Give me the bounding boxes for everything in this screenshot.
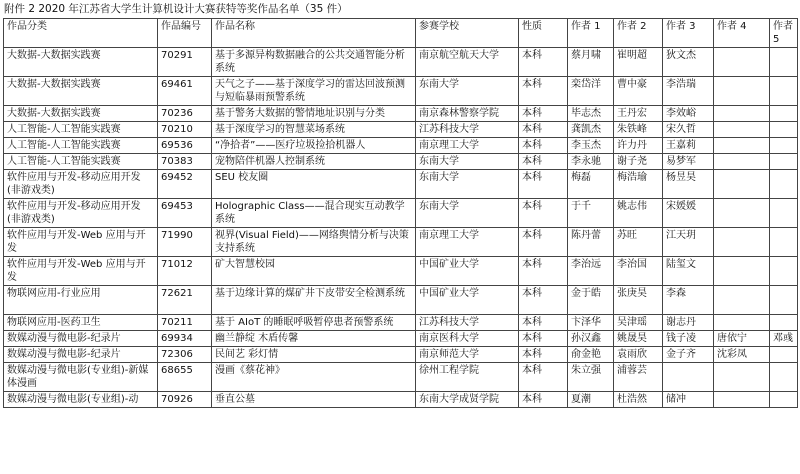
cell-category: 软件应用与开发-移动应用开发(非游戏类) bbox=[4, 199, 158, 228]
table-row bbox=[4, 170, 798, 199]
header-work-name: 作品名称 bbox=[212, 19, 416, 48]
cell-author-1: 李玉杰 bbox=[568, 138, 614, 154]
cell-author-1: 朱立强 bbox=[568, 363, 614, 392]
cell-school: 江苏科技大学 bbox=[416, 315, 519, 331]
page-title: 附件 2 2020 年江苏省大学生计算机设计大赛获特等奖作品名单（35 件） bbox=[4, 3, 348, 15]
cell-work-name: 矿大智慧校园 bbox=[212, 257, 416, 286]
cell-work-name: 视界(Visual Field)——网络舆情分析与决策支持系统 bbox=[212, 228, 416, 257]
cell-author-4 bbox=[714, 122, 770, 138]
cell-id: 71012 bbox=[158, 257, 212, 286]
cell-author-5 bbox=[770, 138, 798, 154]
cell-author-5 bbox=[770, 106, 798, 122]
cell-author-5 bbox=[770, 347, 798, 363]
cell-category: 人工智能-人工智能实践赛 bbox=[4, 122, 158, 138]
cell-school: 南京森林警察学院 bbox=[416, 106, 519, 122]
cell-author-1: 毕志杰 bbox=[568, 106, 614, 122]
table-row bbox=[4, 315, 798, 331]
cell-work-name: 天气之子——基于深度学习的雷达回波预测与短临暴雨预警系统 bbox=[212, 77, 416, 106]
header-row bbox=[4, 19, 798, 48]
cell-school: 南京师范大学 bbox=[416, 347, 519, 363]
header-school: 参赛学校 bbox=[416, 19, 519, 48]
cell-author-3: 李效峪 bbox=[663, 106, 714, 122]
cell-author-2: 许力丹 bbox=[614, 138, 663, 154]
header-author-2: 作者 2 bbox=[614, 19, 663, 48]
cell-type: 本科 bbox=[519, 122, 568, 138]
cell-id: 69453 bbox=[158, 199, 212, 228]
cell-author-2: 曹中豪 bbox=[614, 77, 663, 106]
cell-author-2: 姚晟昊 bbox=[614, 331, 663, 347]
cell-id: 70383 bbox=[158, 154, 212, 170]
header-type: 性质 bbox=[519, 19, 568, 48]
cell-school: 东南大学 bbox=[416, 77, 519, 106]
cell-author-3: 陆玺文 bbox=[663, 257, 714, 286]
cell-school: 东南大学成贤学院 bbox=[416, 392, 519, 408]
cell-author-4 bbox=[714, 228, 770, 257]
cell-author-3: 储冲 bbox=[663, 392, 714, 408]
cell-author-2: 杜浩然 bbox=[614, 392, 663, 408]
cell-id: 68655 bbox=[158, 363, 212, 392]
cell-author-5 bbox=[770, 392, 798, 408]
cell-author-4 bbox=[714, 257, 770, 286]
cell-school: 江苏科技大学 bbox=[416, 122, 519, 138]
table-row bbox=[4, 199, 798, 228]
table-row bbox=[4, 106, 798, 122]
cell-work-name: 宠物陪伴机器人控制系统 bbox=[212, 154, 416, 170]
cell-author-2: 梅浩瑜 bbox=[614, 170, 663, 199]
cell-author-5 bbox=[770, 286, 798, 315]
cell-work-name: 垂直公墓 bbox=[212, 392, 416, 408]
cell-author-3 bbox=[663, 363, 714, 392]
cell-type: 本科 bbox=[519, 392, 568, 408]
cell-author-5 bbox=[770, 257, 798, 286]
cell-type: 本科 bbox=[519, 257, 568, 286]
table-row bbox=[4, 331, 798, 347]
cell-school: 中国矿业大学 bbox=[416, 257, 519, 286]
cell-work-name: 幽兰静绽 木盾传馨 bbox=[212, 331, 416, 347]
cell-work-name: “净拾者”——医疗垃圾捡拾机器人 bbox=[212, 138, 416, 154]
table-row bbox=[4, 48, 798, 77]
table-row bbox=[4, 392, 798, 408]
cell-author-5 bbox=[770, 170, 798, 199]
cell-author-3: 宋媛媛 bbox=[663, 199, 714, 228]
cell-id: 69461 bbox=[158, 77, 212, 106]
table-row bbox=[4, 286, 798, 315]
cell-work-name: 基于多源异构数据融合的公共交通智能分析系统 bbox=[212, 48, 416, 77]
cell-work-name: SEU 校友圈 bbox=[212, 170, 416, 199]
cell-author-1: 龚凯杰 bbox=[568, 122, 614, 138]
header-category: 作品分类 bbox=[4, 19, 158, 48]
cell-category: 软件应用与开发-移动应用开发(非游戏类) bbox=[4, 170, 158, 199]
cell-type: 本科 bbox=[519, 106, 568, 122]
cell-category: 软件应用与开发-Web 应用与开发 bbox=[4, 257, 158, 286]
cell-author-1: 梅磊 bbox=[568, 170, 614, 199]
header-author-4: 作者 4 bbox=[714, 19, 770, 48]
table-row bbox=[4, 363, 798, 392]
table-row bbox=[4, 347, 798, 363]
cell-category: 数媒动漫与微电影(专业组)-动 bbox=[4, 392, 158, 408]
cell-author-1: 蔡月啸 bbox=[568, 48, 614, 77]
cell-author-5 bbox=[770, 48, 798, 77]
cell-author-2: 袁雨欣 bbox=[614, 347, 663, 363]
cell-type: 本科 bbox=[519, 347, 568, 363]
cell-type: 本科 bbox=[519, 77, 568, 106]
cell-author-2: 张庚昊 bbox=[614, 286, 663, 315]
cell-author-2: 吴津瑶 bbox=[614, 315, 663, 331]
cell-author-2: 朱铁峰 bbox=[614, 122, 663, 138]
cell-author-4: 沈彩凤 bbox=[714, 347, 770, 363]
header-id: 作品编号 bbox=[158, 19, 212, 48]
cell-author-5 bbox=[770, 199, 798, 228]
cell-category: 人工智能-人工智能实践赛 bbox=[4, 154, 158, 170]
cell-school: 南京航空航天大学 bbox=[416, 48, 519, 77]
cell-author-5 bbox=[770, 77, 798, 106]
cell-id: 71990 bbox=[158, 228, 212, 257]
cell-work-name: 民间艺 彩灯情 bbox=[212, 347, 416, 363]
cell-author-3: 谢志丹 bbox=[663, 315, 714, 331]
cell-work-name: 基于深度学习的智慧菜场系统 bbox=[212, 122, 416, 138]
cell-author-2: 崔明超 bbox=[614, 48, 663, 77]
cell-id: 70926 bbox=[158, 392, 212, 408]
cell-type: 本科 bbox=[519, 138, 568, 154]
cell-school: 南京理工大学 bbox=[416, 138, 519, 154]
cell-category: 大数据-大数据实践赛 bbox=[4, 48, 158, 77]
cell-category: 数媒动漫与微电影-纪录片 bbox=[4, 347, 158, 363]
cell-author-4 bbox=[714, 138, 770, 154]
cell-work-name: 基于边缘计算的煤矿井下皮带安全检测系统 bbox=[212, 286, 416, 315]
cell-author-3: 金子齐 bbox=[663, 347, 714, 363]
cell-id: 69536 bbox=[158, 138, 212, 154]
cell-category: 软件应用与开发-Web 应用与开发 bbox=[4, 228, 158, 257]
cell-author-5 bbox=[770, 228, 798, 257]
table-row bbox=[4, 228, 798, 257]
cell-id: 70211 bbox=[158, 315, 212, 331]
cell-type: 本科 bbox=[519, 315, 568, 331]
cell-author-4: 唐依宁 bbox=[714, 331, 770, 347]
cell-author-2: 浦蓉芸 bbox=[614, 363, 663, 392]
cell-id: 70291 bbox=[158, 48, 212, 77]
cell-id: 69934 bbox=[158, 331, 212, 347]
cell-author-1: 栾岱洋 bbox=[568, 77, 614, 106]
cell-author-2: 苏旺 bbox=[614, 228, 663, 257]
cell-author-3: 杨昱昊 bbox=[663, 170, 714, 199]
cell-work-name: 基于 AIoT 的睡眠呼吸暂停患者预警系统 bbox=[212, 315, 416, 331]
cell-author-1: 于千 bbox=[568, 199, 614, 228]
cell-id: 72306 bbox=[158, 347, 212, 363]
header-author-1: 作者 1 bbox=[568, 19, 614, 48]
cell-type: 本科 bbox=[519, 363, 568, 392]
cell-school: 东南大学 bbox=[416, 154, 519, 170]
table-row bbox=[4, 257, 798, 286]
cell-author-4 bbox=[714, 106, 770, 122]
cell-school: 中国矿业大学 bbox=[416, 286, 519, 315]
cell-id: 69452 bbox=[158, 170, 212, 199]
cell-category: 人工智能-人工智能实践赛 bbox=[4, 138, 158, 154]
cell-author-3: 江天玥 bbox=[663, 228, 714, 257]
table-row bbox=[4, 154, 798, 170]
cell-author-2: 谢子尧 bbox=[614, 154, 663, 170]
cell-author-4 bbox=[714, 154, 770, 170]
cell-author-3: 钱子凌 bbox=[663, 331, 714, 347]
cell-author-2: 李治国 bbox=[614, 257, 663, 286]
cell-author-3: 李浩瑞 bbox=[663, 77, 714, 106]
cell-author-3: 王嘉莉 bbox=[663, 138, 714, 154]
table-row bbox=[4, 138, 798, 154]
table-row bbox=[4, 122, 798, 138]
cell-id: 70210 bbox=[158, 122, 212, 138]
cell-type: 本科 bbox=[519, 331, 568, 347]
cell-author-1: 李治远 bbox=[568, 257, 614, 286]
cell-author-3: 易梦军 bbox=[663, 154, 714, 170]
cell-author-3: 狄文杰 bbox=[663, 48, 714, 77]
header-author-5: 作者 5 bbox=[770, 19, 798, 48]
cell-author-1: 李永驰 bbox=[568, 154, 614, 170]
cell-author-4 bbox=[714, 363, 770, 392]
cell-author-4 bbox=[714, 286, 770, 315]
cell-author-5: 邓彧 bbox=[770, 331, 798, 347]
cell-author-1: 俞金艳 bbox=[568, 347, 614, 363]
cell-school: 东南大学 bbox=[416, 199, 519, 228]
table-row bbox=[4, 77, 798, 106]
cell-category: 大数据-大数据实践赛 bbox=[4, 106, 158, 122]
cell-work-name: Holographic Class——混合现实互动教学系统 bbox=[212, 199, 416, 228]
cell-author-5 bbox=[770, 363, 798, 392]
cell-category: 数媒动漫与微电影-纪录片 bbox=[4, 331, 158, 347]
cell-type: 本科 bbox=[519, 170, 568, 199]
cell-author-1: 孙汉鑫 bbox=[568, 331, 614, 347]
cell-id: 70236 bbox=[158, 106, 212, 122]
header-author-3: 作者 3 bbox=[663, 19, 714, 48]
award-table bbox=[3, 18, 798, 408]
cell-author-1: 夏潮 bbox=[568, 392, 614, 408]
cell-author-1: 金于皓 bbox=[568, 286, 614, 315]
cell-author-5 bbox=[770, 122, 798, 138]
cell-category: 大数据-大数据实践赛 bbox=[4, 77, 158, 106]
cell-author-4 bbox=[714, 392, 770, 408]
cell-author-4 bbox=[714, 77, 770, 106]
cell-author-2: 王丹宏 bbox=[614, 106, 663, 122]
cell-type: 本科 bbox=[519, 48, 568, 77]
cell-category: 数媒动漫与微电影(专业组)-新媒体漫画 bbox=[4, 363, 158, 392]
cell-type: 本科 bbox=[519, 286, 568, 315]
cell-type: 本科 bbox=[519, 228, 568, 257]
cell-author-1: 卞泽华 bbox=[568, 315, 614, 331]
cell-school: 徐州工程学院 bbox=[416, 363, 519, 392]
cell-author-4 bbox=[714, 170, 770, 199]
cell-author-3: 宋久哲 bbox=[663, 122, 714, 138]
cell-school: 南京理工大学 bbox=[416, 228, 519, 257]
cell-work-name: 基于警务大数据的警情地址识别与分类 bbox=[212, 106, 416, 122]
cell-work-name: 漫画《蔡花神》 bbox=[212, 363, 416, 392]
cell-author-4 bbox=[714, 315, 770, 331]
cell-author-4 bbox=[714, 199, 770, 228]
cell-school: 南京医科大学 bbox=[416, 331, 519, 347]
cell-author-5 bbox=[770, 154, 798, 170]
cell-author-4 bbox=[714, 48, 770, 77]
cell-category: 物联网应用-医药卫生 bbox=[4, 315, 158, 331]
cell-category: 物联网应用-行业应用 bbox=[4, 286, 158, 315]
cell-author-3: 李森 bbox=[663, 286, 714, 315]
cell-author-1: 陈丹蕾 bbox=[568, 228, 614, 257]
cell-type: 本科 bbox=[519, 154, 568, 170]
cell-id: 72621 bbox=[158, 286, 212, 315]
cell-type: 本科 bbox=[519, 199, 568, 228]
cell-school: 东南大学 bbox=[416, 170, 519, 199]
cell-author-5 bbox=[770, 315, 798, 331]
cell-author-2: 姚志伟 bbox=[614, 199, 663, 228]
